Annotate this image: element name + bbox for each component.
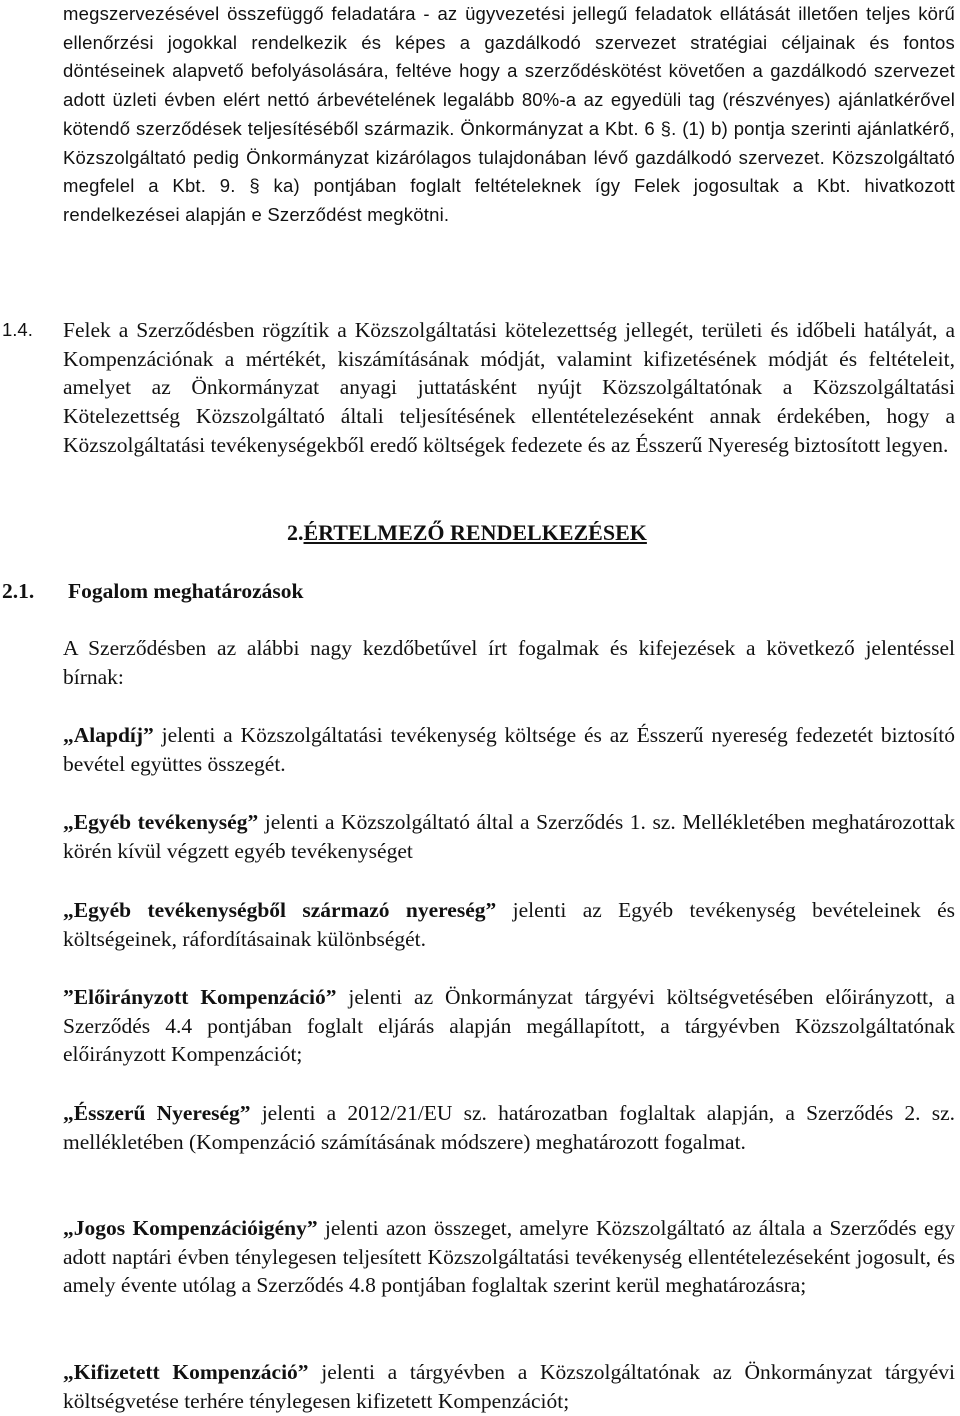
chapter-title: ÉRTELMEZŐ RENDELKEZÉSEK [303, 520, 647, 545]
section-paragraph: Felek a Szerződésben rögzítik a Közszolgáltatási kötelezettség jellegét, területi és időbeli hatályát, a Kompenzációnak a mértékét, kiszámításának módját, valamint kifizetésének módját és feltételeit, amelyet az Önkormányzat anyagi juttatásként nyújt Közszolgáltatónak a Közszolgáltatási Kötelezettség Közszolgáltató általi teljesítésének ellentételezéseként annak érdekében, hogy a Közszolgáltatási tevékenységekből eredő költségek fedezete és az Ésszerű Nyereség biztosított legyen. [63, 318, 955, 457]
definition-text: jelenti a Közszolgáltatási tevékenység költsége és az Ésszerű nyereség fedezetét biztosító bevétel együttes összegét. [63, 723, 955, 776]
definition-text: jelenti az Önkormányzat tárgyévi költségvetésében előirányzott, a Szerződés 4.4 pontjában foglalt eljárás alapján megállapított, a tárgyévben Közszolgáltatónak előirányzott Kompenzációt; [63, 985, 955, 1067]
subsection-title: Fogalom meghatározások [68, 579, 304, 603]
definition-item [63, 896, 955, 953]
definition-term: „Ésszerű Nyereség” [63, 1101, 251, 1125]
subsection-heading [2, 577, 303, 606]
definition-text: jelenti a tárgyévben a Közszolgáltatónak az Önkormányzat tárgyévi költségvetése terhére ténylegesen kifizetett Kompenzációt; [63, 1360, 955, 1413]
definition-text: jelenti a Közszolgáltató által a Szerződés 1. sz. Mellékletében meghatározottak körén kívül végzett egyéb tevékenységet [63, 810, 956, 863]
definition-item [63, 1214, 955, 1300]
definition-item [63, 983, 955, 1069]
definition-term: „Jogos Kompenzációigény” [63, 1216, 318, 1240]
intro-paragraph: megszervezésével összefüggő feladatára - az ügyvezetési jellegű feladatok ellátását illetően teljes körű ellenőrzési jogokkal rendelkezik és képes a gazdálkodó szervezet stratégiai céljainak és fontos döntéseinek alapvető befolyásolására, feltéve hogy a szerződéskötést követően a gazdálkodó szervezet adott üzleti évben elért nettó árbevételének legalább 80%-a az egyedüli tag (részvényes) ajánlatkérővel kötendő szerződések teljesítéséből származik. Önkormányzat a Kbt. 6 §. (1) b) pontja szerinti ajánlatkérő, Közszolgáltató pedig Önkormányzat kizárólagos tulajdonában lévő gazdálkodó szervezet. Közszolgáltató megfelel a Kbt. 9. § ka) pontjában foglalt feltételeknek így Felek jogosultak a Kbt. hivatkozott rendelkezései alapján e Szerződést megkötni. [63, 3, 955, 225]
definition-item [63, 808, 955, 865]
chapter-heading [287, 519, 647, 548]
chapter-number: 2. [287, 520, 304, 545]
definition-item [63, 1358, 955, 1415]
definition-text: jelenti azon összeget, amelyre Közszolgáltató az általa a Szerződés egy adott naptári évben ténylegesen teljesített Közszolgáltatási tevékenység ellentételezéseként jogosult, és amely évente utólag a Szerződés 4.8 pontjában foglaltak szerint kerül meghatározásra; [63, 1216, 955, 1298]
definition-text: jelenti a 2012/21/EU sz. határozatban foglaltak alapján, a Szerződés 2. sz. mellékletében (Kompenzáció számításának módszere) meghatározott fogalmat. [63, 1101, 955, 1154]
section-number: 1.4. [2, 319, 33, 340]
definition-term: „Kifizetett Kompenzáció” [63, 1360, 309, 1384]
definitions-intro: A Szerződésben az alábbi nagy kezdőbetűvel írt fogalmak és kifejezések a következő jelentéssel bírnak: [63, 636, 955, 689]
definition-item [63, 721, 955, 778]
definition-term: „Egyéb tevékenység” [63, 810, 259, 834]
definition-term: „Egyéb tevékenységből származó nyereség” [63, 898, 497, 922]
definition-item [63, 1099, 955, 1156]
definition-term: „Alapdíj” [63, 723, 154, 747]
subsection-number: 2.1. [2, 579, 35, 603]
definition-text: jelenti az Egyéb tevékenység bevételeinek és költségeinek, ráfordításainak különbségét. [63, 898, 955, 951]
definition-term: ”Előirányzott Kompenzáció” [63, 985, 337, 1009]
